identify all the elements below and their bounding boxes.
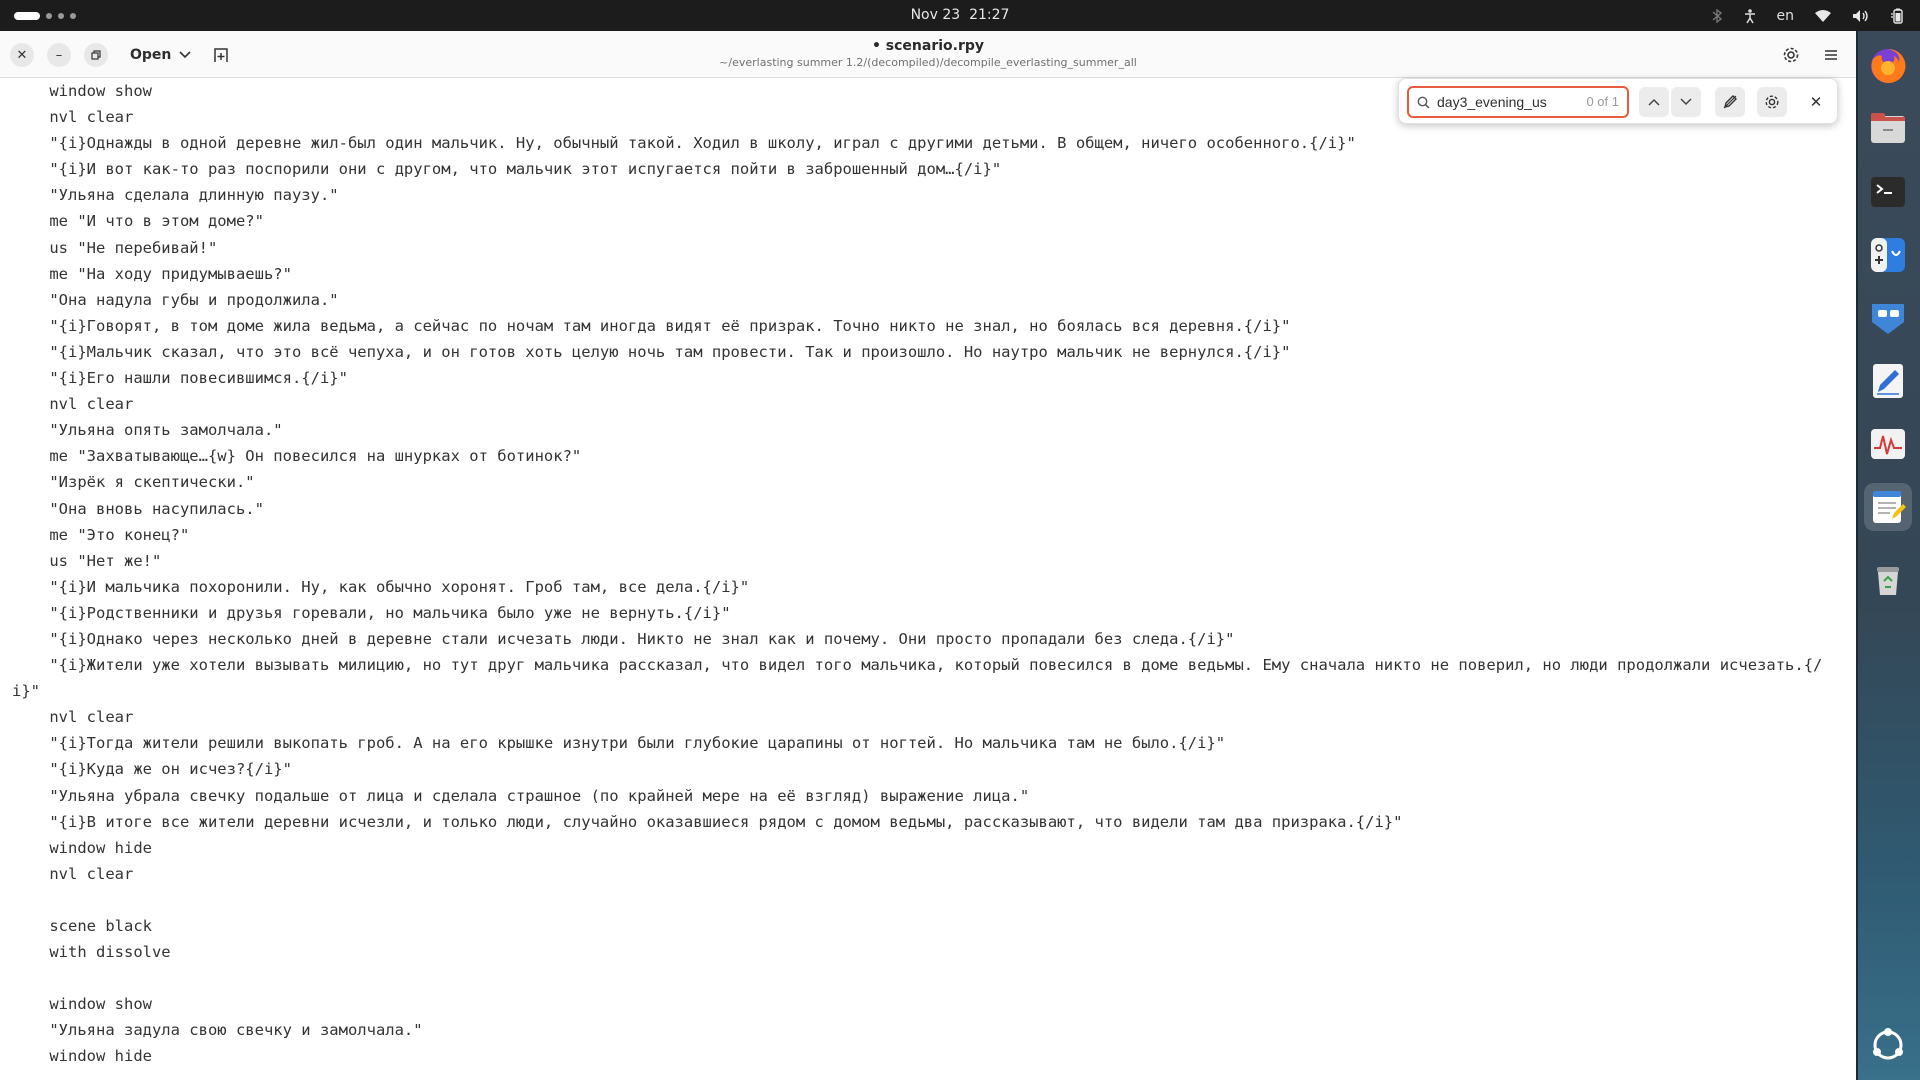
new-tab-button[interactable] (206, 40, 236, 70)
file-name: • scenario.rpy (871, 38, 985, 54)
close-icon: ✕ (1809, 93, 1823, 111)
dock-terminal[interactable] (1864, 168, 1912, 216)
code-line[interactable]: "{i}И вот как-то раз поспорили они с другом, что мальчик этот испугается пойти в заброшенный дом…{/i}" (12, 160, 1002, 179)
firefox-icon (1868, 46, 1908, 86)
code-line[interactable]: window show (12, 82, 152, 100)
dock-app-grid[interactable] (1864, 1021, 1912, 1069)
close-window-button[interactable] (10, 43, 34, 67)
chevron-down-icon (1680, 98, 1692, 106)
close-find-bar-button[interactable] (1801, 87, 1831, 117)
search-box[interactable] (1407, 86, 1629, 118)
terminal-icon (1868, 172, 1908, 212)
code-line[interactable]: "{i}Жители уже хотели вызывать милицию, но тут друг мальчика рассказал, что видел того мальчика, который повесился в доме ведьмы. Ему сначала никто не поверил, но люди продолжали исчезать.{/i}" (12, 656, 1823, 701)
system-monitor-icon (1868, 424, 1908, 464)
dock (1856, 31, 1920, 1080)
code-line[interactable]: nvl clear (12, 108, 134, 127)
search-match-count: 0 of 1 (1586, 94, 1619, 109)
code-line[interactable]: me "И что в этом доме?" (12, 212, 264, 231)
dock-separator (1856, 31, 1858, 1080)
dock-input-method[interactable] (1864, 231, 1912, 279)
code-line[interactable]: "Ульяна убрала свечку подальше от лица и сделала страшное (по крайней мере на её взгляд) выражение лица." (12, 786, 1030, 805)
code-line[interactable]: "{i}Говорят, в том доме жила ведьма, а сейчас по ночам там иногда видят её призрак. Точно никто не знал, но боялась вся деревня.{/i}" (12, 316, 1291, 335)
wifi-icon[interactable] (1814, 9, 1832, 23)
code-line[interactable]: "{i}Тогда жители решили выкопать гроб. А на его крышке изнутри были глубокие царапины от ногтей. Но мальчика там не было.{/i}" (12, 734, 1226, 753)
code-line[interactable]: me "Захватывающе…{w} Он повесился на шнурках от ботинок?" (12, 447, 582, 466)
code-line[interactable]: us "Не перебивай!" (12, 238, 218, 257)
minimize-window-button[interactable] (47, 43, 71, 67)
code-line[interactable]: "{i}Однажды в одной деревне жил-был один мальчик. Ну, обычный такой. Ходил в школу, играл с другими детьми. В общем, ничего особенного.{/i}" (12, 134, 1356, 153)
gear-icon (1782, 46, 1800, 64)
view-settings-button[interactable] (1776, 40, 1806, 70)
text-editor-icon (1868, 361, 1908, 401)
search-options-button[interactable] (1757, 87, 1787, 117)
edit-pencil-icon (1722, 94, 1738, 110)
chevron-up-icon (1648, 98, 1660, 106)
file-path: ~/everlasting summer 1.2/(decompiled)/decompile_everlasting_summer_all (719, 56, 1137, 69)
code-line[interactable]: window show (12, 995, 152, 1014)
dock-files[interactable] (1864, 105, 1912, 153)
text-editor-area[interactable] (0, 78, 1856, 1080)
code-line[interactable]: "{i}Однако через несколько дней в деревне стали исчезать люди. Никто не знал как и почему. Они просто пропадали без следа.{/i}" (12, 629, 1235, 648)
main-menu-button[interactable] (1816, 40, 1846, 70)
code-line[interactable]: "{i}Куда же он исчез?{/i}" (12, 760, 292, 779)
clock-time: 21:27 (969, 7, 1010, 23)
app-grid-icon (1868, 1025, 1908, 1065)
volume-icon[interactable] (1852, 9, 1870, 23)
code-line[interactable]: window hide (12, 1047, 152, 1066)
battery-icon[interactable] (1890, 8, 1906, 24)
code-line[interactable]: "{i}И мальчика похоронили. Ну, как обычно хоронят. Гроб там, все дела.{/i}" (12, 577, 750, 596)
code-line[interactable]: window hide (12, 838, 152, 857)
close-icon: ✕ (16, 47, 28, 63)
dock-text-editor[interactable] (1864, 357, 1912, 405)
code-line[interactable]: "{i}Родственники и друзья горевали, но мальчика было уже не вернуть.{/i}" (12, 603, 731, 622)
code-line[interactable]: "Она вновь насупилась." (12, 499, 264, 518)
input-method-icon (1868, 235, 1908, 275)
dock-system-monitor[interactable] (1864, 420, 1912, 468)
code-line[interactable]: me "Это конец?" (12, 525, 190, 544)
code-line[interactable]: "{i}Его нашли повесившимся.{/i}" (12, 369, 348, 388)
dock-remote-desktop[interactable] (1864, 294, 1912, 342)
code-line[interactable]: "{i}В итоге все жители деревни исчезли, и только люди, случайно оказавшиеся рядом с домом ведьмы, рассказывают, что видели там два призрака.{/i}" (12, 812, 1403, 831)
code-line[interactable]: scene black (12, 917, 152, 935)
clock[interactable] (0, 0, 1920, 31)
open-button[interactable] (118, 40, 203, 70)
editor-header-bar (0, 31, 1856, 78)
accessibility-icon[interactable] (1743, 8, 1757, 24)
minimize-icon: – (55, 47, 63, 63)
code-line[interactable]: "Она надула губы и продолжила." (12, 290, 339, 309)
restore-icon (91, 50, 101, 60)
code-line[interactable]: nvl clear (12, 708, 134, 727)
next-match-button[interactable] (1671, 87, 1701, 117)
dock-trash[interactable] (1864, 555, 1912, 603)
dock-gedit[interactable] (1864, 483, 1912, 531)
code-line[interactable]: with dissolve (12, 943, 171, 962)
open-button-label: Open (130, 47, 172, 63)
dock-firefox[interactable] (1864, 42, 1912, 90)
system-top-bar (0, 0, 1920, 31)
find-bar (1398, 78, 1838, 124)
search-icon (1417, 96, 1430, 109)
code-line[interactable]: us "Нет же!" (12, 551, 162, 570)
code-line[interactable] (12, 965, 1842, 991)
bluetooth-icon[interactable] (1711, 8, 1723, 24)
code-line[interactable]: "Ульяна опять замолчала." (12, 421, 283, 440)
code-line[interactable]: nvl clear (12, 395, 134, 414)
code-line[interactable]: me "На ходу придумываешь?" (12, 264, 292, 283)
chevron-down-icon (179, 51, 191, 59)
files-icon (1868, 109, 1908, 149)
gedit-icon (1868, 487, 1908, 527)
restore-window-button[interactable] (84, 43, 108, 67)
previous-match-button[interactable] (1639, 87, 1669, 117)
code-line[interactable] (12, 887, 1842, 913)
remote-desktop-icon (1868, 298, 1908, 338)
code-line[interactable]: nvl clear (12, 864, 134, 883)
code-line[interactable]: "Ульяна сделала длинную паузу." (12, 186, 339, 205)
document-title (560, 37, 1296, 70)
search-input[interactable] (1437, 92, 1557, 112)
code-line[interactable]: "Ульяна задула свою свечку и замолчала." (12, 1021, 423, 1040)
system-tray[interactable] (1711, 0, 1907, 31)
replace-toggle-button[interactable] (1715, 87, 1745, 117)
gear-icon (1764, 94, 1780, 110)
trash-icon (1868, 559, 1908, 599)
keyboard-layout-indicator[interactable]: en (1776, 7, 1794, 24)
code-content[interactable] (12, 78, 1842, 1070)
code-line[interactable]: "{i}Мальчик сказал, что это всё чепуха, и он готов хоть целую ночь там провести. Так и произошло. Но наутро мальчик не вернулся.{/i}" (12, 342, 1291, 361)
code-line[interactable]: "Изрёк я скептически." (12, 473, 255, 492)
clock-date: Nov 23 (910, 7, 961, 23)
hamburger-icon (1823, 48, 1839, 62)
new-tab-icon (213, 47, 229, 63)
